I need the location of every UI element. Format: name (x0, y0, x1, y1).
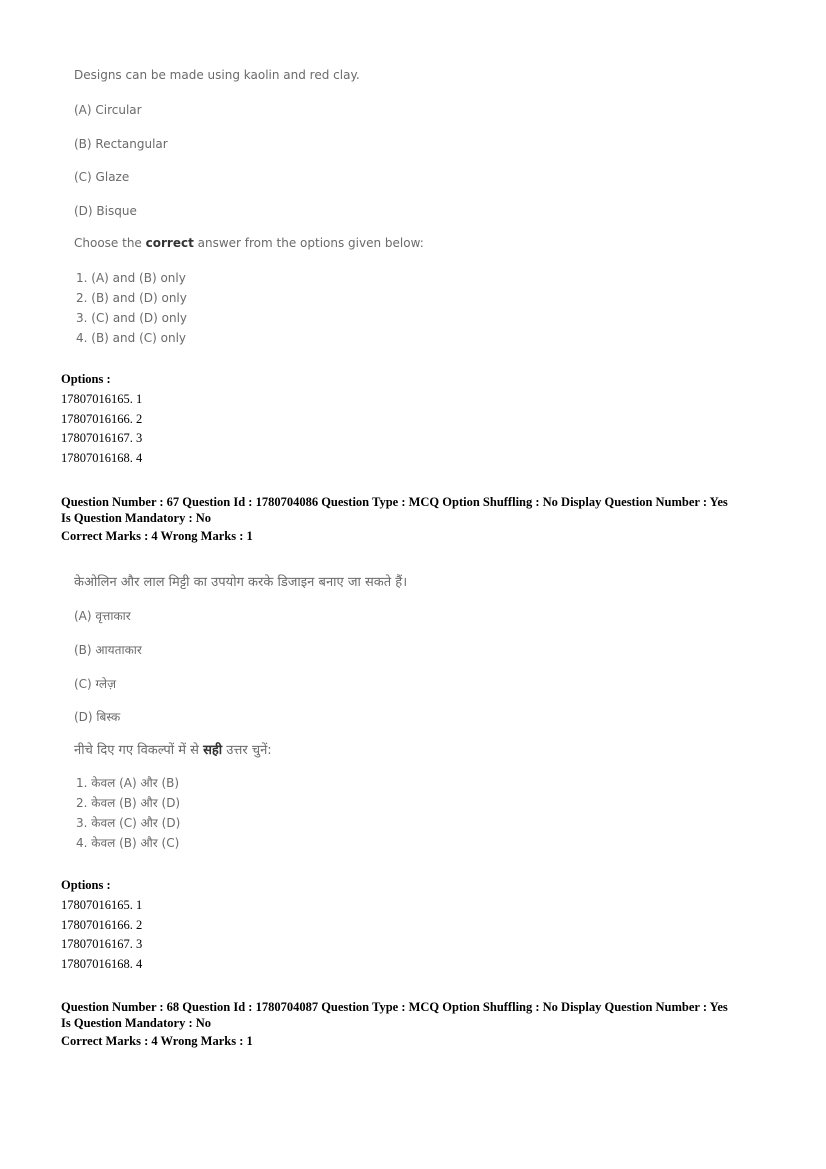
instruction-pre: Choose the (74, 236, 146, 250)
options-list (61, 390, 142, 468)
option-2: 17807016166. 2 (61, 411, 143, 426)
option-1: 17807016165. 1 (61, 898, 143, 912)
instruction-post-hindi: उत्तर चुनें: (222, 743, 272, 758)
option-3: 17807016167. 3 (61, 937, 143, 951)
item-c: (C) Glaze (74, 170, 130, 184)
options-label: Options : (61, 372, 111, 386)
options-label-67: Options : (61, 878, 111, 892)
item-b-hindi: (B) आयताकार (74, 643, 142, 657)
option-2: 17807016166. 2 (61, 917, 143, 932)
instruction-post: answer from the options given below: (193, 236, 424, 250)
choice-2-hindi: 2. केवल (B) और (D) (76, 796, 181, 810)
question-meta (61, 494, 781, 544)
option-1: 17807016165. 1 (61, 392, 143, 406)
instruction (74, 236, 424, 250)
choice-4: 4. (B) and (C) only (76, 331, 187, 345)
option-4: 17807016168. 4 (61, 956, 143, 971)
question-stem-hindi: केओलिन और लाल मिट्टी का उपयोग करके डिजाइन बनाए जा सकते हैं। (74, 575, 408, 590)
choice-4-hindi: 4. केवल (B) और (C) (76, 836, 180, 850)
instruction-pre-hindi: नीचे दिए गए विकल्पों में से (74, 743, 204, 758)
item-a: (A) Circular (74, 103, 142, 117)
instruction-bold-hindi: सही (203, 743, 223, 758)
option-3: 17807016167. 3 (61, 431, 143, 445)
instruction-bold: correct (145, 236, 194, 250)
choice-1: 1. (A) and (B) only (76, 271, 186, 285)
instruction-hindi (74, 740, 272, 758)
meta-line-2: Is Question Mandatory : No (61, 511, 212, 525)
item-d-hindi: (D) बिस्क (74, 710, 121, 724)
choice-3: 3. (C) and (D) only (76, 311, 188, 325)
choice-3-hindi: 3. केवल (C) और (D) (76, 816, 181, 830)
item-a-hindi: (A) वृत्ताकार (74, 609, 131, 623)
meta-line-3: Correct Marks : 4 Wrong Marks : 1 (61, 1034, 253, 1048)
choice-2: 2. (B) and (D) only (76, 291, 187, 305)
item-b: (B) Rectangular (74, 137, 168, 151)
item-c-hindi: (C) ग्लेज़ (74, 677, 116, 691)
item-d: (D) Bisque (74, 204, 137, 218)
meta-line-3: Correct Marks : 4 Wrong Marks : 1 (61, 529, 253, 543)
meta-line-1: Question Number : 67 Question Id : 1780704086 Question Type : MCQ Option Shuffling : No Display Question Number : Yes (61, 495, 728, 509)
meta-line-1: Question Number : 68 Question Id : 1780704087 Question Type : MCQ Option Shuffling : No Display Question Number : Yes (61, 1000, 728, 1014)
answer-choices-hindi (76, 773, 180, 853)
question-stem: Designs can be made using kaolin and red clay. (74, 68, 360, 82)
option-4: 17807016168. 4 (61, 450, 143, 465)
options-list-67 (61, 896, 142, 974)
choice-1-hindi: 1. केवल (A) और (B) (76, 776, 180, 790)
question-meta-68 (61, 999, 781, 1049)
answer-choices (76, 268, 187, 348)
meta-line-2: Is Question Mandatory : No (61, 1016, 212, 1030)
